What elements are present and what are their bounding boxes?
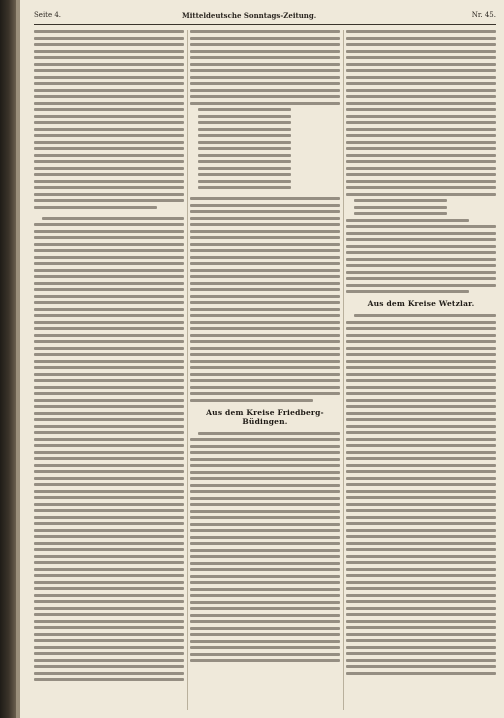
section-heading-friedberg: Aus dem Kreise Friedberg-Büdingen. — [206, 407, 324, 426]
column-divider — [187, 30, 188, 710]
column-middle — [190, 30, 340, 710]
book-spine — [0, 0, 16, 718]
page-header — [34, 10, 496, 22]
section-heading-wetzlar: Aus dem Kreise Wetzlar. — [367, 299, 475, 308]
newspaper-page — [20, 0, 504, 718]
issue-number: Nr. 45. — [471, 11, 496, 19]
column-left — [34, 30, 184, 710]
header-rule — [34, 24, 496, 25]
column-divider — [343, 30, 344, 710]
newspaper-title: Mitteldeutsche Sonntags-Zeitung. — [182, 11, 317, 20]
column-right — [346, 30, 496, 710]
page-number: Seite 4. — [34, 11, 62, 19]
